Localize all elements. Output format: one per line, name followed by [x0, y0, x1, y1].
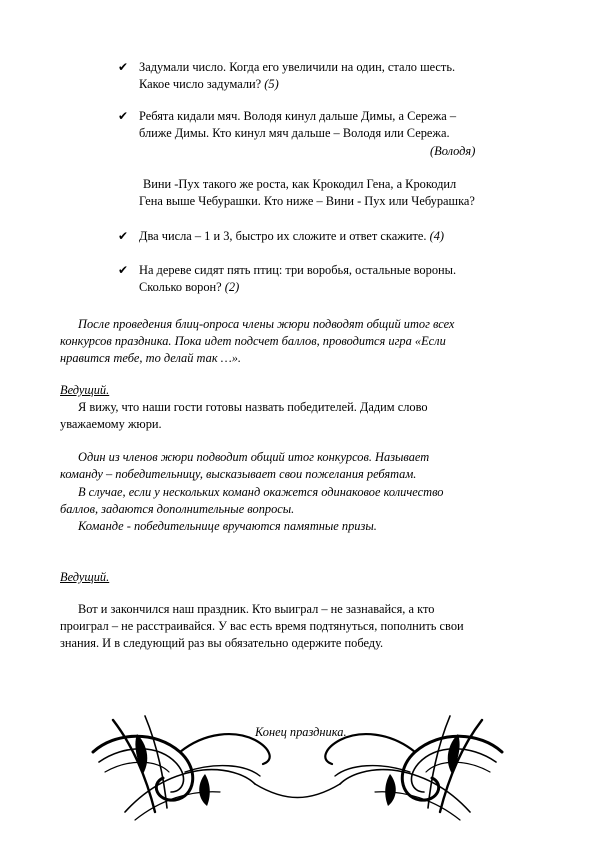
host-speech-line: знания. И в следующий раз вы обязательно одержите победу.	[60, 636, 384, 650]
checkmark-icon: ✔	[118, 60, 129, 74]
question-text-line: Задумали число. Когда его увеличили на один, стало шесть.	[139, 60, 456, 74]
question-text: Сколько ворон?	[139, 280, 222, 294]
question-text-line	[139, 228, 444, 245]
host-speech-line: Я вижу, что наши гости готовы назвать победителей. Дадим слово	[78, 400, 428, 414]
paragraph-line: нравится тебе, то делай так …».	[60, 351, 242, 365]
question-text-line: Гена выше Чебурашки. Кто ниже – Вини - Пух или Чебурашка?	[139, 194, 475, 208]
paragraph-line: Команде - победительнице вручаются памятные призы.	[78, 519, 377, 533]
ending-text: Конец праздника.	[255, 725, 347, 739]
question-text-line: Вини -Пух такого же роста, как Крокодил Гена, а Крокодил	[143, 177, 457, 191]
paragraph-line: После проведения блиц-опроса члены жюри подводят общий итог всех	[78, 317, 455, 331]
question-text-line: ближе Димы. Кто кинул мяч дальше – Володя или Сережа.	[139, 126, 450, 140]
host-label: Ведущий.	[60, 383, 110, 397]
question-text-line: Ребята кидали мяч. Володя кинул дальше Димы, а Сережа –	[139, 109, 457, 123]
host-speech-line: уважаемому жюри.	[60, 417, 162, 431]
question-text: Два числа – 1 и 3, быстро их сложите и ответ скажите.	[139, 229, 427, 243]
paragraph-line: Один из членов жюри подводит общий итог конкурсов. Называет	[78, 450, 430, 464]
question-text: Какое число задумали?	[139, 77, 262, 91]
question-answer: (4)	[429, 229, 445, 243]
checkmark-icon: ✔	[118, 109, 129, 123]
question-text-line	[139, 279, 239, 296]
paragraph-line: баллов, задаются дополнительные вопросы.	[60, 502, 295, 516]
host-speech-line: Вот и закончился наш праздник. Кто выиграл – не зазнавайся, а кто	[78, 602, 435, 616]
question-answer: (5)	[264, 77, 279, 91]
question-text-line: На дереве сидят пять птиц: три воробья, остальные вороны.	[139, 263, 457, 277]
question-text-line	[139, 76, 279, 93]
question-answer: (Володя)	[430, 144, 476, 158]
checkmark-icon: ✔	[118, 229, 129, 243]
host-speech-line: проиграл – не расстраивайся. У вас есть время подтянуться, пополнить свои	[60, 619, 464, 633]
paragraph-line: конкурсов праздника. Пока идет подсчет баллов, проводится игра «Если	[60, 334, 446, 348]
paragraph-line: В случае, если у нескольких команд окажется одинаковое количество	[78, 485, 444, 499]
paragraph-line: команду – победительницу, высказывает свои пожелания ребятам.	[60, 467, 417, 481]
question-answer: (2)	[224, 280, 240, 294]
host-label: Ведущий.	[60, 570, 110, 584]
checkmark-icon: ✔	[118, 263, 129, 277]
